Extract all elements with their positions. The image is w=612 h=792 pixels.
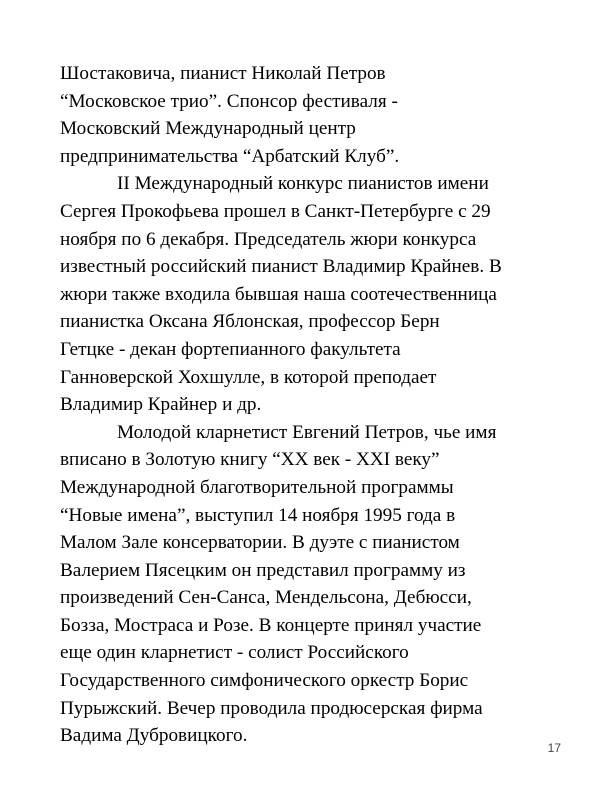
text-line: Ганноверской Хохшулле, в которой преподает: [60, 366, 437, 388]
text-line: Малом Зале консерватории. В дуэте с пианистом: [60, 532, 460, 554]
text-line: Вадима Дубровицкого.: [60, 725, 248, 747]
page-number: 17: [547, 741, 561, 755]
text-line: жюри также входила бывшая наша соотечественница: [60, 283, 497, 305]
text-line: вписано в Золотую книгу “XX век - XXI веку”: [60, 449, 440, 471]
text-line: Международной благотворительной программы: [60, 476, 454, 498]
paragraph-first-line: II Международный конкурс пианистов имени: [117, 173, 489, 195]
text-line: Шостаковича, пианист Николай Петров: [60, 63, 386, 84]
text-line: ноября по 6 декабря. Председатель жюри конкурса: [60, 228, 477, 250]
body-text: [60, 60, 560, 750]
paragraph-first-line: Молодой кларнетист Евгений Петров, чье имя: [117, 421, 497, 443]
text-line: еще один кларнетист - солист Российского: [60, 642, 409, 664]
text-line: Пурыжский. Вечер проводила продюсерская фирма: [60, 697, 483, 719]
text-line: произведений Сен-Санса, Мендельсона, Дебюсси,: [60, 587, 472, 609]
text-line: Государственного симфонического оркестр Борис: [60, 670, 469, 692]
text-line: “Московское трио”. Спонсор фестиваля -: [60, 90, 398, 112]
text-line: Сергея Прокофьева прошел в Санкт-Петербурге с 29: [60, 200, 491, 222]
text-line: “Новые имена”, выступил 14 ноября 1995 года в: [60, 504, 456, 526]
text-line: Московский Международный центр: [60, 118, 356, 140]
text-line: Владимир Крайнер и др.: [60, 394, 262, 416]
text-line: Бозза, Мостраса и Розе. В концерте принял участие: [60, 614, 482, 636]
text-line: известный российский пианист Владимир Крайнев. В: [60, 256, 502, 278]
text-line: Гетцке - декан фортепианного факультета: [60, 338, 401, 360]
text-line: Валерием Пясецким он представил программу из: [60, 559, 466, 581]
text-line: предпринимательства “Арбатский Клуб”.: [60, 145, 400, 167]
text-line: пианистка Оксана Яблонская, профессор Берн: [60, 311, 440, 333]
